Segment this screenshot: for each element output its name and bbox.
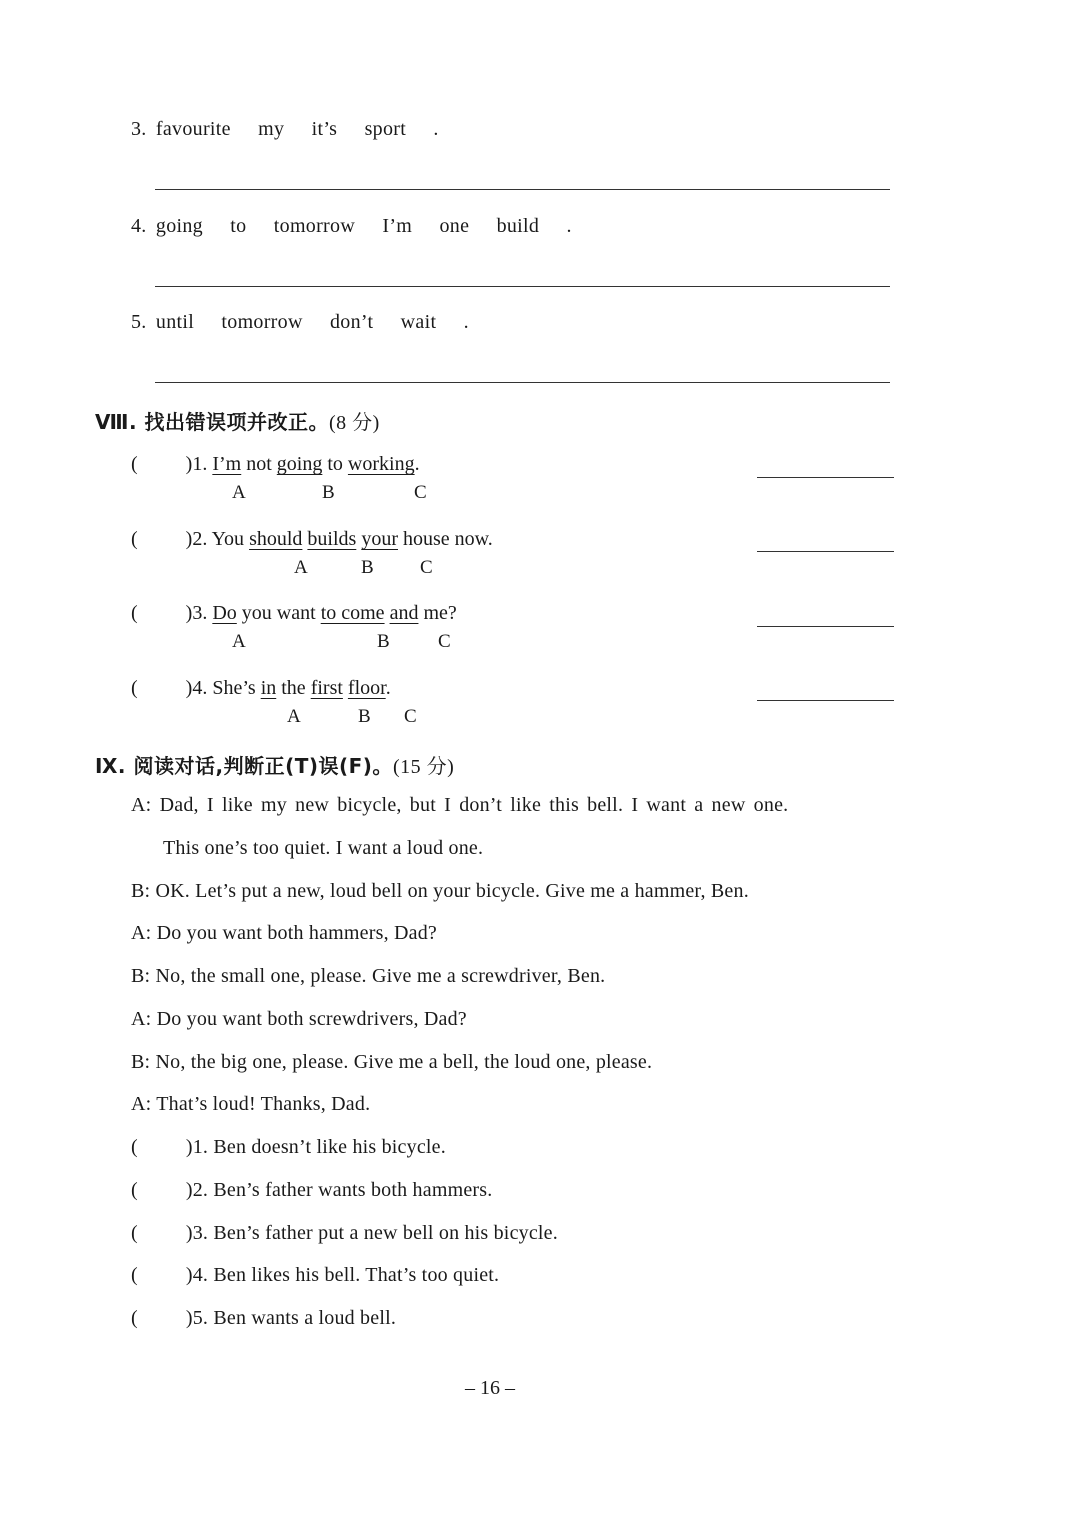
sentence-text: house now. bbox=[402, 528, 493, 550]
word: . bbox=[566, 215, 572, 237]
option-letter-c: C bbox=[420, 557, 433, 578]
option-b-text: to come bbox=[320, 602, 385, 624]
answer-paren-close: ) bbox=[185, 602, 193, 624]
word: tomorrow bbox=[221, 311, 303, 333]
dialogue-line: A: Do you want both hammers, Dad? bbox=[131, 922, 437, 944]
option-letter-b: B bbox=[377, 631, 390, 652]
answer-line[interactable] bbox=[155, 189, 890, 190]
tf-question-1 bbox=[131, 1136, 446, 1159]
sentence-text: me? bbox=[423, 602, 457, 624]
option-c-text: floor bbox=[347, 677, 386, 699]
item-number: 2. bbox=[192, 528, 208, 550]
dialogue-line: B: No, the big one, please. Give me a bell, the loud one, please. bbox=[131, 1051, 653, 1073]
option-letter-a: A bbox=[232, 631, 246, 652]
option-letter-c: C bbox=[404, 706, 417, 727]
option-c-text: and bbox=[389, 602, 419, 624]
sentence-text: the bbox=[281, 677, 306, 699]
option-a-text: should bbox=[249, 528, 303, 550]
dialogue-line: This one’s too quiet. I want a loud one. bbox=[163, 837, 484, 859]
word: going bbox=[155, 215, 203, 237]
item-number: 3. bbox=[192, 602, 208, 624]
dialogue-line: A: Do you want both screwdrivers, Dad? bbox=[131, 1008, 467, 1030]
reorder-item-5 bbox=[131, 311, 469, 334]
question-text: )3. Ben’s father put a new bell on his bicycle. bbox=[185, 1222, 558, 1244]
word: it’s bbox=[311, 118, 338, 140]
tf-question-4 bbox=[131, 1264, 499, 1287]
page-number: – 16 – bbox=[465, 1377, 515, 1399]
option-b-text: builds bbox=[307, 528, 357, 550]
error-item-2 bbox=[131, 528, 493, 551]
sentence-text: . bbox=[385, 677, 391, 699]
answer-paren[interactable]: ( bbox=[131, 1222, 138, 1244]
section-score: (15 分) bbox=[392, 756, 455, 778]
option-letter-c: C bbox=[438, 631, 451, 652]
item-number: 4. bbox=[131, 215, 147, 237]
word: sport bbox=[364, 118, 407, 140]
answer-paren-open[interactable]: ( bbox=[131, 602, 138, 624]
answer-paren-close: ) bbox=[185, 453, 193, 475]
answer-paren-close: ) bbox=[185, 528, 193, 550]
question-text: )1. Ben doesn’t like his bicycle. bbox=[185, 1136, 446, 1158]
correction-line[interactable] bbox=[757, 700, 894, 701]
option-c-text: your bbox=[361, 528, 398, 550]
option-c-text: working bbox=[347, 453, 415, 475]
option-letter-a: A bbox=[232, 482, 246, 503]
word: . bbox=[433, 118, 439, 140]
option-letter-c: C bbox=[414, 482, 427, 503]
word: . bbox=[463, 311, 469, 333]
error-item-4 bbox=[131, 677, 391, 700]
question-text: )2. Ben’s father wants both hammers. bbox=[185, 1179, 493, 1201]
section-9-heading bbox=[95, 750, 454, 779]
sentence-text: to bbox=[327, 453, 343, 475]
section-title: Ⅸ. 阅读对话,判断正(T)误(F)。 bbox=[95, 754, 393, 778]
correction-line[interactable] bbox=[757, 551, 894, 552]
option-a-text: I’m bbox=[212, 453, 242, 475]
tf-question-5 bbox=[131, 1307, 396, 1330]
item-number: 3. bbox=[131, 118, 147, 140]
answer-line[interactable] bbox=[155, 286, 890, 287]
word: build bbox=[496, 215, 540, 237]
answer-paren[interactable]: ( bbox=[131, 1179, 138, 1201]
item-number: 5. bbox=[131, 311, 147, 333]
sentence-text: She’s bbox=[212, 677, 256, 699]
dialogue-line: B: No, the small one, please. Give me a screwdriver, Ben. bbox=[131, 965, 606, 987]
sentence-text: . bbox=[414, 453, 420, 475]
correction-line[interactable] bbox=[757, 477, 894, 478]
section-8-heading bbox=[95, 406, 380, 435]
answer-paren-close: ) bbox=[185, 677, 193, 699]
item-number: 1. bbox=[192, 453, 208, 475]
word: favourite bbox=[155, 118, 231, 140]
dialogue-line: A: That’s loud! Thanks, Dad. bbox=[131, 1093, 371, 1115]
error-item-1 bbox=[131, 453, 420, 476]
answer-paren[interactable]: ( bbox=[131, 1264, 138, 1286]
answer-paren-open[interactable]: ( bbox=[131, 677, 138, 699]
option-b-text: going bbox=[276, 453, 323, 475]
sentence-text: you want bbox=[241, 602, 316, 624]
question-text: )4. Ben likes his bell. That’s too quiet. bbox=[185, 1264, 500, 1286]
question-text: )5. Ben wants a loud bell. bbox=[185, 1307, 397, 1329]
reorder-item-4 bbox=[131, 215, 572, 238]
section-score: (8 分) bbox=[329, 412, 380, 434]
error-item-3 bbox=[131, 602, 457, 625]
tf-question-2 bbox=[131, 1179, 492, 1202]
answer-paren[interactable]: ( bbox=[131, 1307, 138, 1329]
section-title: Ⅷ. 找出错误项并改正。 bbox=[95, 410, 330, 434]
correction-line[interactable] bbox=[757, 626, 894, 627]
option-letter-a: A bbox=[294, 557, 308, 578]
option-letter-a: A bbox=[287, 706, 301, 727]
word: one bbox=[439, 215, 470, 237]
dialogue-line: B: OK. Let’s put a new, loud bell on your bicycle. Give me a hammer, Ben. bbox=[131, 880, 749, 902]
tf-question-3 bbox=[131, 1222, 558, 1245]
answer-paren-open[interactable]: ( bbox=[131, 453, 138, 475]
option-b-text: first bbox=[310, 677, 343, 699]
sentence-text: not bbox=[246, 453, 272, 475]
word: my bbox=[258, 118, 285, 140]
item-number: 4. bbox=[192, 677, 208, 699]
word: wait bbox=[400, 311, 437, 333]
word: I’m bbox=[382, 215, 413, 237]
option-letter-b: B bbox=[361, 557, 374, 578]
sentence-text: You bbox=[211, 528, 245, 550]
word: until bbox=[155, 311, 195, 333]
word: tomorrow bbox=[273, 215, 356, 237]
word: don’t bbox=[330, 311, 374, 333]
answer-paren-open[interactable]: ( bbox=[131, 528, 138, 550]
option-a-text: in bbox=[260, 677, 277, 699]
option-a-text: Do bbox=[212, 602, 237, 624]
answer-paren[interactable]: ( bbox=[131, 1136, 138, 1158]
option-letter-b: B bbox=[358, 706, 371, 727]
dialogue-line: A: Dad, I like my new bicycle, but I don’t like this bell. I want a new one. bbox=[131, 794, 789, 816]
answer-line[interactable] bbox=[155, 382, 890, 383]
word: to bbox=[230, 215, 247, 237]
option-letter-b: B bbox=[322, 482, 335, 503]
reorder-item-3 bbox=[131, 118, 439, 141]
